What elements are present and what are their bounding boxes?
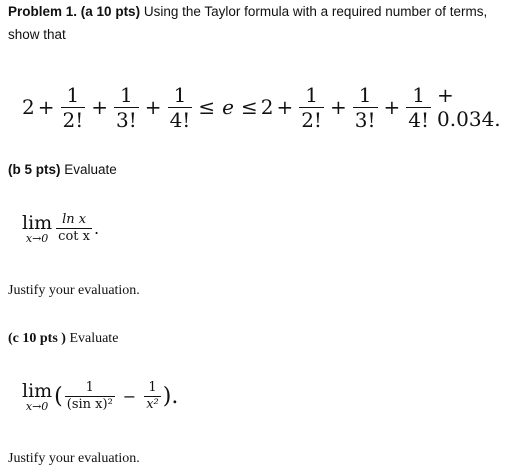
plus-sign: +	[144, 95, 162, 119]
fraction-1-over-4fact: $\frac{1}{4!}$	[169, 82, 191, 132]
part-a-text-line1: Using the Taylor formula with a required number of terms,	[143, 4, 488, 19]
close-paren: ).	[162, 383, 179, 409]
le-sign: ≤	[240, 95, 258, 119]
fraction-ln-over-cot: $\frac{\text{ln x}}{\text{cot x}}$	[58, 212, 90, 244]
part-b-label: (b 5 pts)	[8, 162, 61, 177]
part-c-header	[8, 331, 118, 347]
plus-sign: +	[276, 95, 294, 119]
limit-c	[22, 380, 178, 413]
part-a-text-line2: show that	[8, 27, 66, 42]
part-b-text: Evaluate	[64, 162, 117, 177]
tail-term: + 0.034.	[437, 83, 501, 131]
open-paren: (	[54, 383, 63, 409]
fraction-1-over-2fact: $\frac{1}{2!}$	[62, 82, 84, 132]
part-c-text: Evaluate	[69, 331, 119, 346]
part-a-label: (a 10 pts)	[80, 4, 141, 19]
lim-operator: lim x→0	[22, 211, 53, 245]
problem-title: Problem 1.	[8, 4, 78, 19]
fraction-1-over-2fact: $\frac{1}{2!}$	[301, 82, 322, 132]
justify-c: Justify your evaluation.	[8, 451, 140, 466]
term-two-left: 2	[22, 95, 35, 119]
fraction-1-over-4fact: $\frac{1}{4!}$	[408, 82, 430, 132]
part-c-label: (c 10 pts )	[8, 331, 66, 346]
taylor-inequality	[22, 76, 508, 138]
lim-operator: lim x→0	[22, 379, 53, 413]
justify-b: Justify your evaluation.	[8, 283, 140, 298]
minus-sign: −	[122, 387, 137, 406]
fraction-1-over-sin-squared: $\frac{1}{\text{(sin x)²}}$	[66, 380, 113, 412]
limit-b-dot: .	[93, 219, 100, 238]
fraction-1-over-x-squared: $\frac{1}{\text{x²}}$	[146, 380, 159, 412]
fraction-1-over-3fact: $\frac{1}{3!}$	[354, 82, 376, 132]
le-sign: ≤	[198, 95, 216, 119]
plus-sign: +	[37, 95, 55, 119]
part-b-header	[8, 162, 117, 177]
part-a-header	[8, 4, 487, 19]
limit-b	[22, 212, 99, 245]
plus-sign: +	[329, 95, 347, 119]
plus-sign: +	[383, 95, 401, 119]
fraction-1-over-3fact: $\frac{1}{3!}$	[116, 82, 137, 132]
term-two-right: 2	[260, 95, 274, 119]
euler-e: e	[222, 95, 234, 119]
plus-sign: +	[91, 95, 109, 119]
